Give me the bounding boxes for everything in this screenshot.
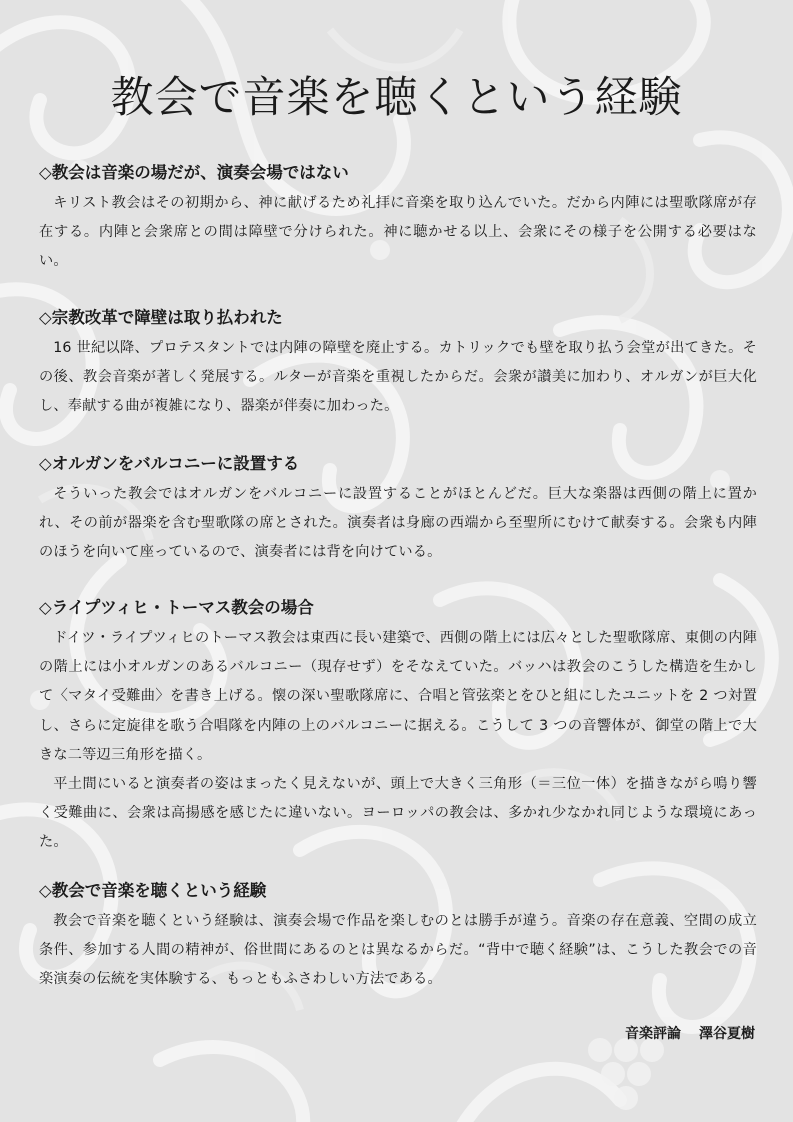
section-1	[39, 161, 757, 277]
section-heading: ◇教会で音楽を聴くという経験	[39, 881, 267, 900]
section-heading: ◇ライプツィヒ・トーマス教会の場合	[39, 598, 314, 617]
signature-label: 音楽評論	[625, 1026, 681, 1042]
signature-author: 澤谷夏樹	[699, 1026, 755, 1042]
section-2	[39, 306, 757, 422]
section-paragraph: ドイツ・ライプツィヒのトーマス教会は東西に長い建築で、西側の階上には広々とした聖歌隊席、東側の内陣の階上には小オルガンのあるバルコニー（現存せず）をそなえていた。バッハは教会のこうした構造を生かして〈マタイ受難曲〉を書き上げる。懐の深い聖歌隊席に、合唱と管弦楽とをひと組にしたユニットを 2 つ対置し、さらに定旋律を歌う合唱隊を内陣の上のバルコニーに据える。こうして 3 つの音響体が、御堂の階上で大きな二等辺三角形を描く。	[39, 630, 757, 763]
section-heading: ◇オルガンをバルコニーに設置する	[39, 454, 300, 473]
author-signature	[625, 1023, 755, 1043]
section-4	[39, 596, 757, 858]
section-paragraph: 教会で音楽を聴くという経験は、演奏会場で作品を楽しむのとは勝手が違う。音楽の存在意義、空間の成立条件、参加する人間の精神が、俗世間にあるのとは異なるからだ。“背中で聴く経験”は、こうした教会での音楽演奏の伝統を実体験する、もっともふさわしい方法である。	[39, 913, 757, 988]
section-paragraph: そういった教会ではオルガンをバルコニーに設置することがほとんどだ。巨大な楽器は西側の階上に置かれ、その前が器楽を含む聖歌隊の席とされた。演奏者は身廊の西端から至聖所にむけて献奏する。会衆も内陣のほうを向いて座っているので、演奏者には背を向けている。	[39, 486, 757, 561]
section-paragraph: キリスト教会はその初期から、神に献げるため礼拝に音楽を取り込んでいた。だから内陣には聖歌隊席が存在する。内陣と会衆席との間は障壁で分けられた。神に聴かせる以上、会衆にその様子を公開する必要はない。	[39, 195, 757, 270]
section-paragraph: 16 世紀以降、プロテスタントでは内陣の障壁を廃止する。カトリックでも壁を取り払う会堂が出てきた。その後、教会音楽が著しく発展する。ルターが音楽を重視したからだ。会衆が讃美に加わり、オルガンが巨大化し、奉献する曲が複雑になり、器楽が伴奏に加わった。	[39, 340, 757, 415]
page-title: 教会で音楽を聴くという経験	[110, 73, 683, 123]
section-heading: ◇宗教改革で障壁は取り払われた	[39, 308, 283, 327]
section-5	[39, 879, 757, 995]
section-paragraph: 平土間にいると演奏者の姿はまったく見えないが、頭上で大きく三角形（＝三位一体）を描きながら鳴り響く受難曲に、会衆は高揚感を感じたに違いない。ヨーロッパの教会は、多かれ少なかれ同じような環境にあった。	[39, 776, 757, 851]
section-heading: ◇教会は音楽の場だが、演奏会場ではない	[39, 163, 349, 182]
section-3	[39, 452, 757, 568]
